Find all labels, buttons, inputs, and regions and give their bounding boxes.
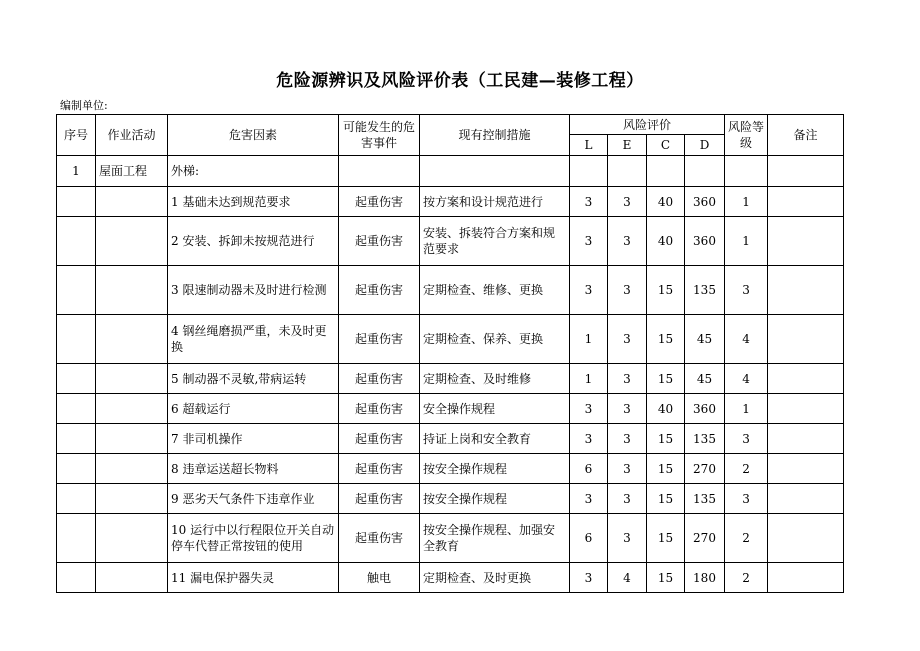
activity-cell [96,424,168,454]
risk-level-value: 3 [725,484,768,514]
remarks-cell [768,514,844,563]
e-value: 3 [608,217,647,266]
activity-cell [96,484,168,514]
activity-cell [96,454,168,484]
empty-cell [768,156,844,187]
event-cell: 起重伤害 [339,217,420,266]
l-value: 3 [570,484,608,514]
header-remarks: 备注 [768,115,844,156]
l-value: 3 [570,217,608,266]
c-value: 15 [647,563,685,593]
seq-cell [57,315,96,364]
c-value: 40 [647,217,685,266]
e-value: 3 [608,514,647,563]
e-value: 3 [608,364,647,394]
event-cell: 起重伤害 [339,394,420,424]
risk-level-value: 1 [725,187,768,217]
c-value: 15 [647,514,685,563]
d-value: 270 [685,514,725,563]
hazard-cell: 11 漏电保护器失灵 [168,563,339,593]
l-value: 6 [570,454,608,484]
table-row [57,563,844,593]
control-cell: 安全操作规程 [420,394,570,424]
hazard-cell: 2 安装、拆卸未按规范进行 [168,217,339,266]
header-c: C [647,135,685,156]
activity-cell [96,394,168,424]
remarks-cell [768,394,844,424]
l-value: 3 [570,187,608,217]
activity-cell [96,364,168,394]
empty-cell [608,156,647,187]
d-value: 360 [685,217,725,266]
e-value: 4 [608,563,647,593]
hazard-cell: 1 基础未达到规范要求 [168,187,339,217]
l-value: 1 [570,364,608,394]
c-value: 15 [647,484,685,514]
section-row [57,156,844,187]
section-seq: 1 [57,156,96,187]
c-value: 15 [647,315,685,364]
seq-cell [57,454,96,484]
l-value: 3 [570,424,608,454]
header-d: D [685,135,725,156]
table-row [57,364,844,394]
event-cell: 起重伤害 [339,484,420,514]
e-value: 3 [608,266,647,315]
l-value: 3 [570,563,608,593]
header-possible-event: 可能发生的危害事件 [339,115,420,156]
event-cell: 起重伤害 [339,187,420,217]
header-seq: 序号 [57,115,96,156]
d-value: 45 [685,364,725,394]
e-value: 3 [608,454,647,484]
d-value: 360 [685,187,725,217]
activity-cell [96,514,168,563]
hazard-cell: 10 运行中以行程限位开关自动停车代替正常按钮的使用 [168,514,339,563]
seq-cell [57,514,96,563]
remarks-cell [768,364,844,394]
table-row [57,217,844,266]
l-value: 1 [570,315,608,364]
table-row [57,266,844,315]
e-value: 3 [608,424,647,454]
l-value: 3 [570,266,608,315]
control-cell: 定期检查、维修、更换 [420,266,570,315]
risk-level-value: 2 [725,514,768,563]
control-cell: 按安全操作规程、加强安全教育 [420,514,570,563]
hazard-cell: 3 限速制动器未及时进行检测 [168,266,339,315]
empty-cell [725,156,768,187]
remarks-cell [768,315,844,364]
d-value: 135 [685,266,725,315]
table-row [57,315,844,364]
header-row-top [57,115,844,135]
activity-cell [96,315,168,364]
c-value: 15 [647,424,685,454]
d-value: 135 [685,424,725,454]
section-hazard: 外梯: [168,156,339,187]
c-value: 40 [647,187,685,217]
d-value: 360 [685,394,725,424]
header-activity: 作业活动 [96,115,168,156]
e-value: 3 [608,484,647,514]
event-cell: 起重伤害 [339,364,420,394]
remarks-cell [768,266,844,315]
header-hazard: 危害因素 [168,115,339,156]
seq-cell [57,364,96,394]
hazard-cell: 5 制动器不灵敏,带病运转 [168,364,339,394]
hazard-cell: 4 钢丝绳磨损严重，未及时更换 [168,315,339,364]
l-value: 3 [570,394,608,424]
control-cell: 安装、拆装符合方案和规范要求 [420,217,570,266]
control-cell: 按安全操作规程 [420,454,570,484]
remarks-cell [768,454,844,484]
control-cell: 定期检查、及时维修 [420,364,570,394]
risk-level-value: 2 [725,563,768,593]
c-value: 15 [647,454,685,484]
event-cell: 起重伤害 [339,514,420,563]
empty-cell [685,156,725,187]
hazard-cell: 9 恶劣天气条件下违章作业 [168,484,339,514]
activity-cell [96,266,168,315]
risk-level-value: 3 [725,424,768,454]
seq-cell [57,563,96,593]
risk-level-value: 1 [725,217,768,266]
remarks-cell [768,563,844,593]
unit-label: 编制单位: [60,99,108,112]
header-controls: 现有控制措施 [420,115,570,156]
table-row [57,394,844,424]
header-l: L [570,135,608,156]
table-row [57,514,844,563]
table-row [57,484,844,514]
risk-level-value: 4 [725,315,768,364]
empty-cell [570,156,608,187]
risk-level-value: 2 [725,454,768,484]
remarks-cell [768,484,844,514]
d-value: 45 [685,315,725,364]
page-title: 危险源辨识及风险评价表（工民建—装修工程） [276,71,644,91]
control-cell: 定期检查、保养、更换 [420,315,570,364]
risk-level-value: 4 [725,364,768,394]
remarks-cell [768,424,844,454]
seq-cell [57,266,96,315]
header-e: E [608,135,647,156]
header-risk-eval: 风险评价 [570,115,725,135]
table-row [57,424,844,454]
e-value: 3 [608,187,647,217]
empty-cell [339,156,420,187]
header-risk-level: 风险等级 [725,115,768,156]
control-cell: 按安全操作规程 [420,484,570,514]
remarks-cell [768,187,844,217]
hazard-cell: 8 违章运送超长物料 [168,454,339,484]
event-cell: 起重伤害 [339,424,420,454]
c-value: 15 [647,266,685,315]
hazard-cell: 6 超载运行 [168,394,339,424]
control-cell: 持证上岗和安全教育 [420,424,570,454]
seq-cell [57,424,96,454]
empty-cell [420,156,570,187]
empty-cell [647,156,685,187]
e-value: 3 [608,394,647,424]
c-value: 40 [647,394,685,424]
activity-cell [96,563,168,593]
risk-level-value: 3 [725,266,768,315]
control-cell: 定期检查、及时更换 [420,563,570,593]
d-value: 180 [685,563,725,593]
c-value: 15 [647,364,685,394]
table-row [57,187,844,217]
activity-cell [96,187,168,217]
section-activity: 屋面工程 [96,156,168,187]
d-value: 135 [685,484,725,514]
seq-cell [57,187,96,217]
risk-level-value: 1 [725,394,768,424]
seq-cell [57,394,96,424]
hazard-cell: 7 非司机操作 [168,424,339,454]
table-row [57,454,844,484]
activity-cell [96,217,168,266]
risk-assessment-table [56,114,844,593]
e-value: 3 [608,315,647,364]
l-value: 6 [570,514,608,563]
event-cell: 起重伤害 [339,454,420,484]
event-cell: 起重伤害 [339,266,420,315]
event-cell: 触电 [339,563,420,593]
event-cell: 起重伤害 [339,315,420,364]
d-value: 270 [685,454,725,484]
seq-cell [57,484,96,514]
seq-cell [57,217,96,266]
control-cell: 按方案和设计规范进行 [420,187,570,217]
remarks-cell [768,217,844,266]
